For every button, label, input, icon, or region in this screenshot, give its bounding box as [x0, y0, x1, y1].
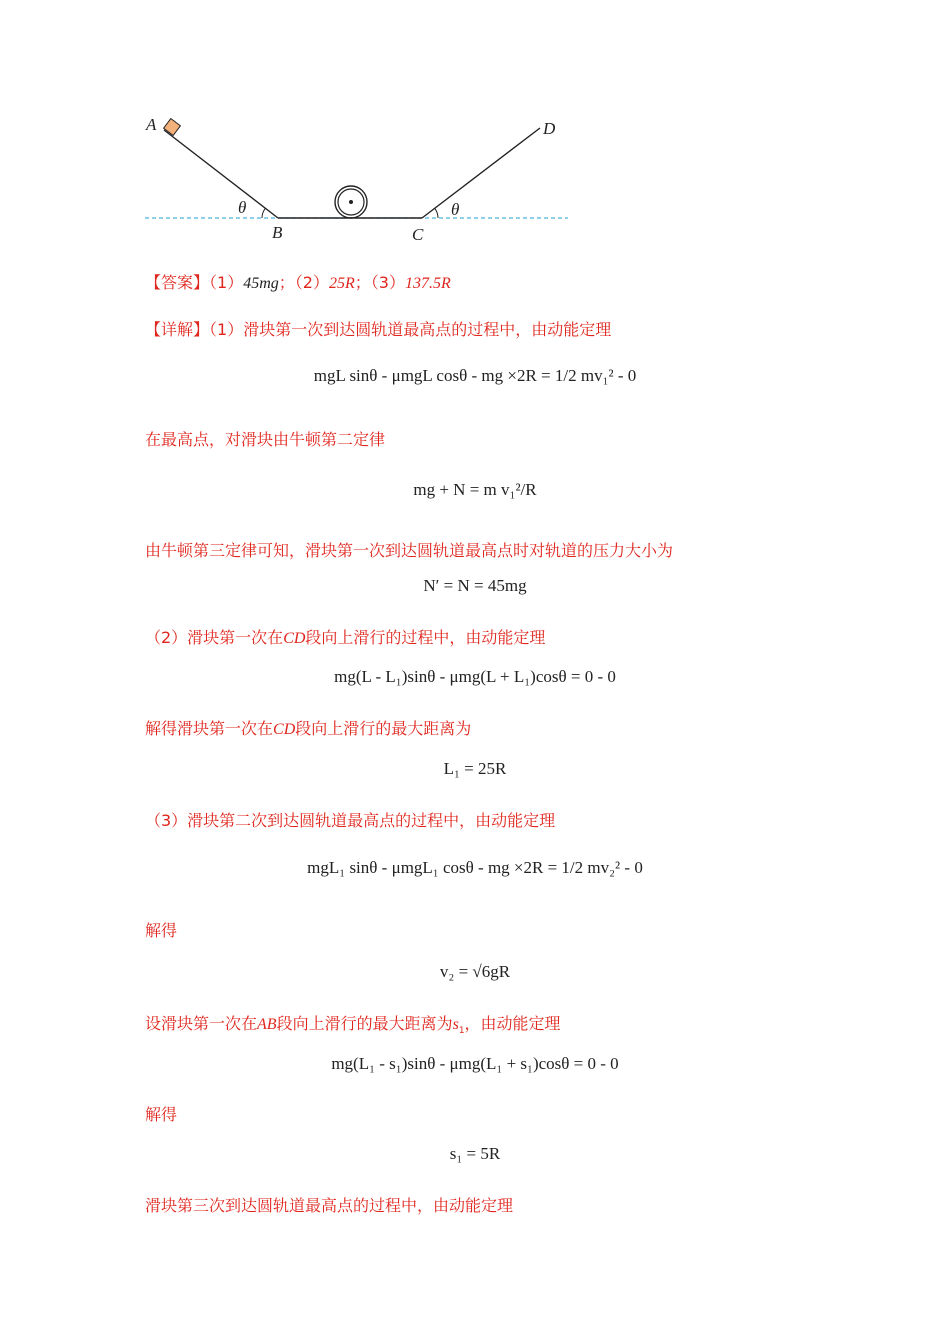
explain-text-4b: CD: [283, 630, 306, 647]
explain-text-8f: ，由动能定理: [464, 1014, 561, 1033]
explain-line-4: [145, 625, 545, 648]
answer-part2-sep: ；: [354, 273, 371, 292]
equation-4-text: mg(L - L₁)sinθ - μmg(L + L₁)cosθ = 0 - 0: [334, 667, 616, 686]
label-b: B: [272, 223, 283, 242]
explain-text-8e: 1: [458, 1026, 465, 1037]
explain-text-4c: 段向上滑行的过程中，由动能定理: [305, 628, 546, 647]
equation-9-text: s₁ = 5R: [449, 1144, 501, 1163]
answer-part1-value: 45mg: [243, 275, 279, 292]
answer-part3-value: 137.5R: [404, 275, 451, 292]
explain-line-10: [145, 1193, 513, 1216]
explain-text-6: （3）滑块第二次到达圆轨道最高点的过程中，由动能定理: [145, 811, 556, 830]
equation-6-text: mgL₁ sinθ - μmgL₁ cosθ - mg ×2R = 1/2 mv₂² - 0: [307, 858, 643, 877]
explain-text-5c: 段向上滑行的最大距离为: [295, 719, 472, 738]
equation-2-text: mg + N = m v₁²/R: [413, 480, 537, 499]
explain-tag: 【详解】: [145, 320, 210, 339]
explain-text-3: 由牛顿第三定律可知，滑块第一次到达圆轨道最高点时对轨道的压力大小为: [145, 541, 674, 560]
explain-line-6: [145, 808, 555, 831]
explain-text-8c: 段向上滑行的最大距离为: [276, 1014, 453, 1033]
explain-text-5b: CD: [273, 721, 296, 738]
label-theta-left: θ: [238, 198, 247, 217]
answer-tag: 【答案】: [145, 273, 210, 292]
circle-center-dot: [349, 200, 353, 204]
explain-text-8a: 设滑块第一次在: [145, 1014, 258, 1033]
explain-line-1: [145, 317, 611, 340]
incline-ab: [164, 130, 278, 218]
angle-arc-right: [435, 208, 438, 218]
explain-line-5: [145, 716, 471, 739]
equation-3: [0, 576, 950, 596]
slider-block: [164, 119, 181, 136]
explain-text-1: （1）滑块第一次到达圆轨道最高点的过程中，由动能定理: [209, 320, 612, 339]
answer-part1-prefix: （1）: [209, 273, 244, 292]
answer-part2-prefix: （2）: [294, 273, 329, 292]
explain-line-8: [145, 1011, 561, 1036]
equation-4: [0, 667, 950, 687]
explain-text-10: 滑块第三次到达圆轨道最高点的过程中，由动能定理: [145, 1196, 514, 1215]
answer-line: [145, 270, 451, 293]
label-d: D: [543, 119, 556, 138]
equation-1: [0, 366, 950, 386]
equation-1-text: mgL sinθ - μmgL cosθ - mg ×2R = 1/2 mv₁² - 0: [313, 366, 637, 385]
explain-text-8d: s: [452, 1016, 459, 1033]
explain-line-9: [145, 1102, 177, 1125]
incline-track-diagram: [140, 108, 580, 248]
explain-text-7: 解得: [145, 921, 178, 940]
answer-part3-prefix: （3）: [370, 273, 405, 292]
incline-cd: [422, 128, 540, 218]
explain-line-7: [145, 918, 177, 941]
equation-3-text: N′ = N = 45mg: [423, 576, 527, 595]
label-theta-right: θ: [451, 200, 460, 219]
explain-text-8b: AB: [257, 1016, 277, 1033]
explain-text-5a: 解得滑块第一次在: [145, 719, 274, 738]
explain-text-2: 在最高点，对滑块由牛顿第二定律: [145, 430, 386, 449]
explain-line-2: [145, 427, 385, 450]
equation-8: [0, 1054, 950, 1074]
explain-line-3: [145, 538, 673, 561]
angle-arc-left: [262, 208, 265, 218]
equation-7-text: v₂ = √6gR: [439, 962, 511, 981]
equation-7: [0, 962, 950, 982]
equation-6: [0, 858, 950, 878]
equation-8-text: mg(L₁ - s₁)sinθ - μmg(L₁ + s₁)cosθ = 0 - 0: [331, 1054, 619, 1073]
equation-2: [0, 480, 950, 500]
explain-text-9: 解得: [145, 1105, 178, 1124]
label-c: C: [412, 225, 424, 244]
equation-5-text: L₁ = 25R: [443, 759, 507, 778]
label-a: A: [146, 115, 157, 134]
equation-9: [0, 1144, 950, 1164]
answer-part1-sep: ；: [278, 273, 295, 292]
explain-text-4a: （2）滑块第一次在: [145, 628, 284, 647]
equation-5: [0, 759, 950, 779]
answer-part2-value: 25R: [328, 275, 355, 292]
